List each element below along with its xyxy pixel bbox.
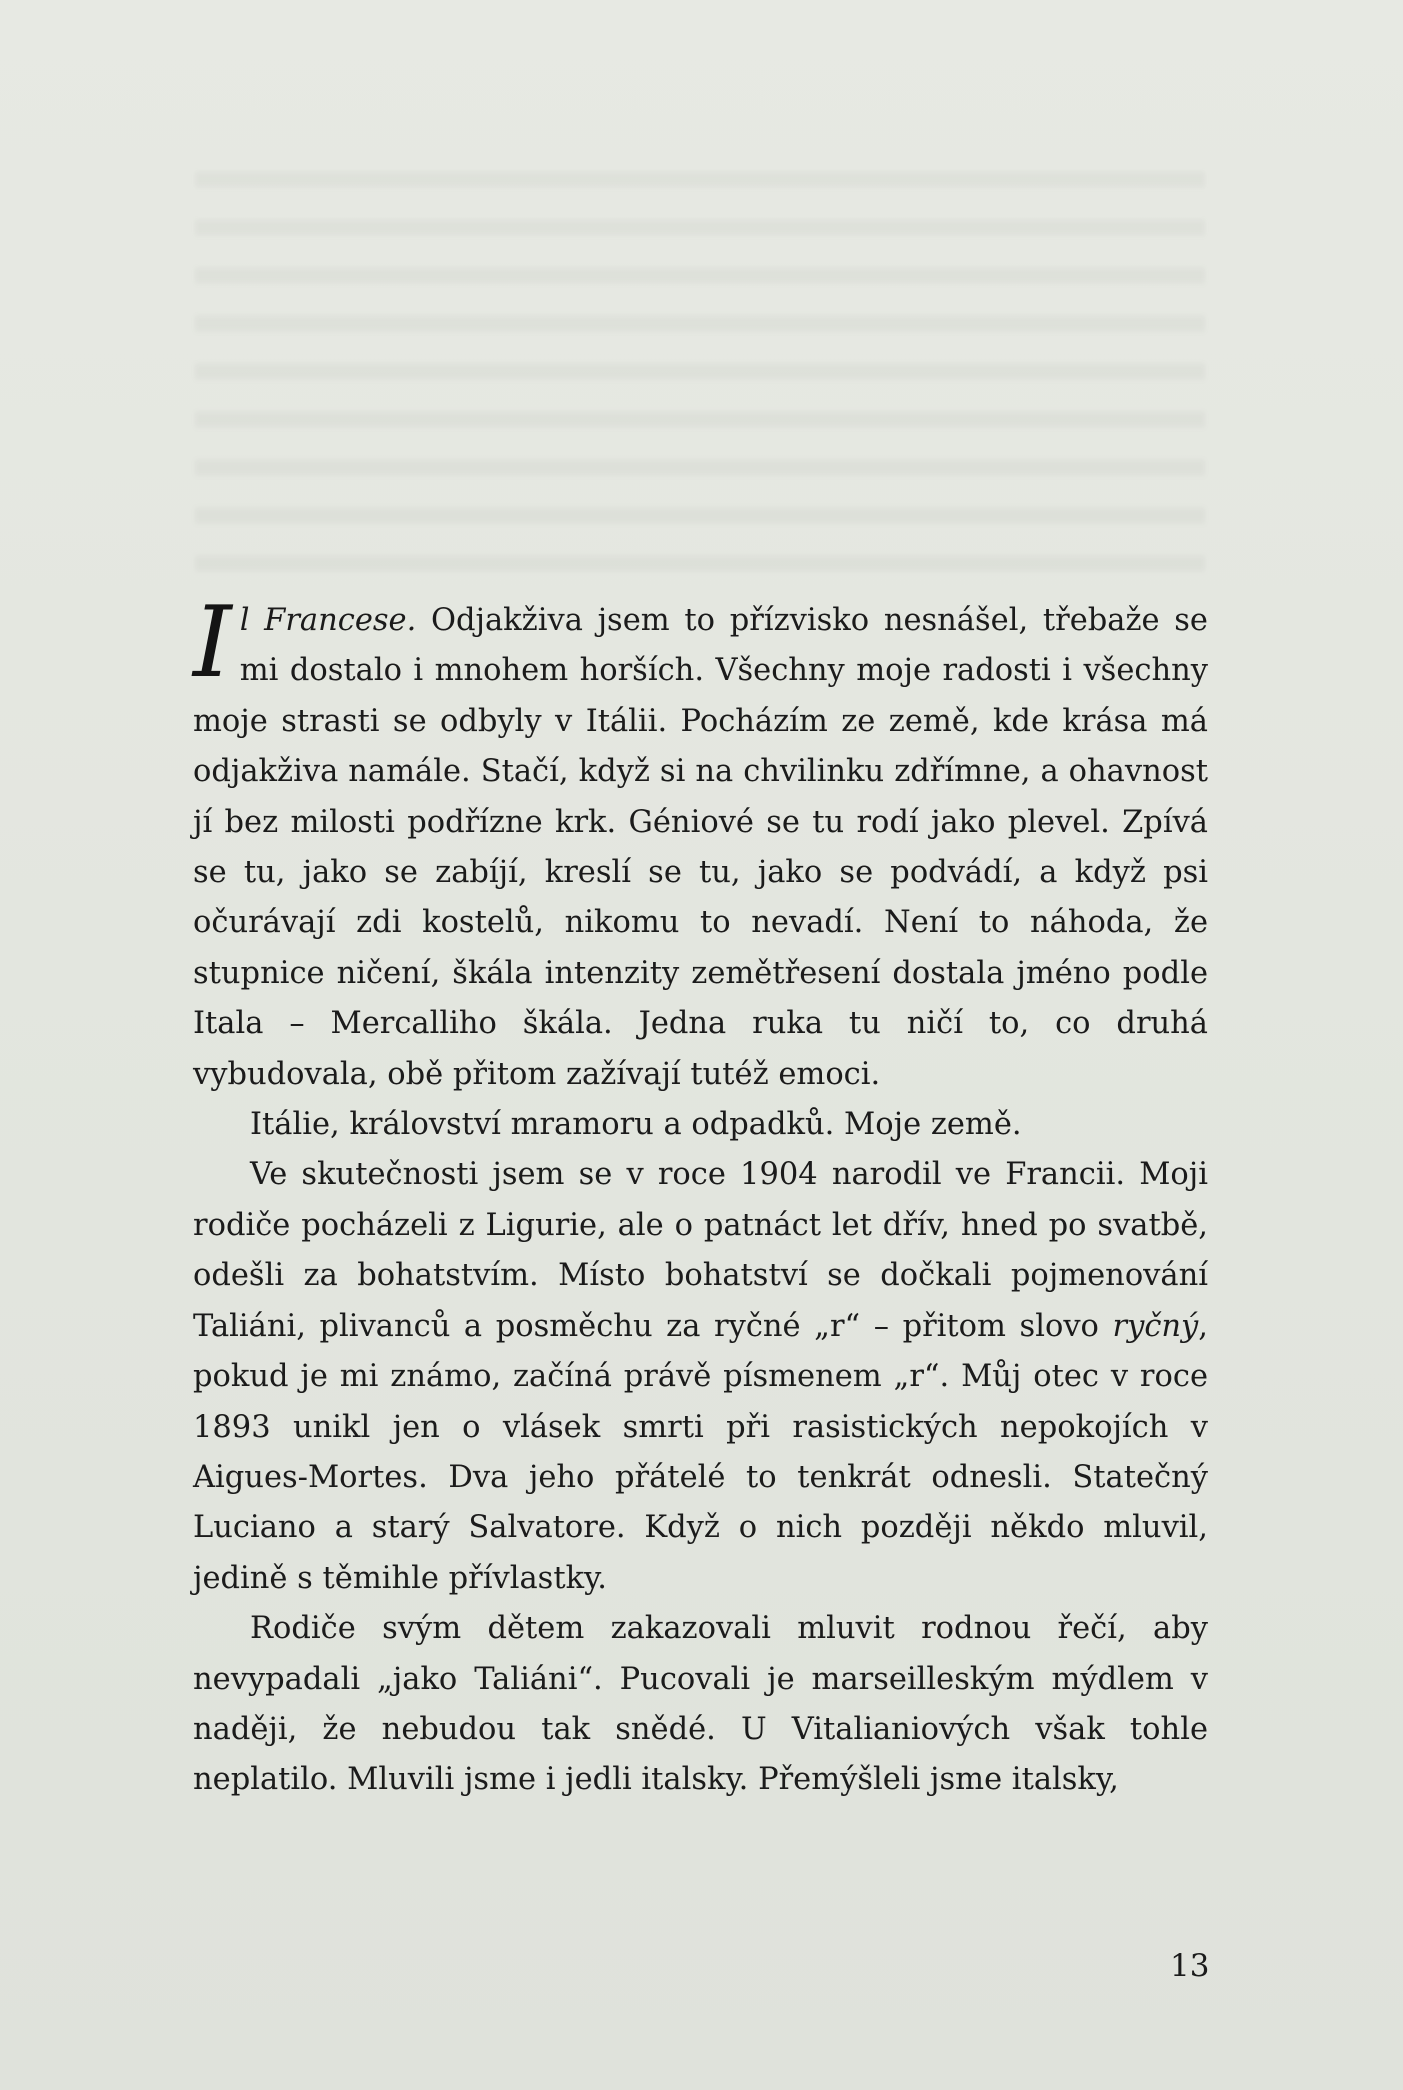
- paragraph-3-text-before: Ve skutečnosti jsem se v roce 1904 narodil ve Francii. Moji rodiče pocházeli z Ligurie, ale o patnáct let dřív, hned po svatbě, odešli za bohatstvím. Místo bohatství se dočkali pojmenování Taliáni, plivanců a posměchu za ryčné „r“ – přitom slovo: [193, 1157, 1208, 1344]
- paragraph-3: [193, 1150, 1208, 1604]
- page-number: 13: [1170, 1948, 1210, 1984]
- paragraph-2: Itálie, království mramoru a odpadků. Moje země.: [250, 1107, 1022, 1143]
- paragraph-3-text-after: , pokud je mi známo, začíná právě písmenem „r“. Můj otec v roce 1893 unikl jen o vlásek smrti při rasistických nepokojích v Aigues-Mortes. Dva jeho přátelé to tenkrát odnesli. Statečný Luciano a starý Salvatore. Když o nich později někdo mluvil, jedině s těmihle přívlastky.: [193, 1308, 1208, 1596]
- italic-lead: l Francese.: [239, 603, 417, 638]
- italic-word: ryčný: [1112, 1308, 1199, 1344]
- show-through-text: [195, 150, 1205, 580]
- drop-cap: I: [193, 586, 232, 700]
- paragraph-1: [193, 586, 1208, 1100]
- paragraph-1-text: Odjakživa jsem to přízvisko nesnášel, třebaže se mi dostalo i mnohem horších. Všechny moje radosti i všechny moje strasti se odbyly v Itálii. Pocházím ze země, kde krása má odjakživa namále. Stačí, když si na chvilinku zdřímne, a ohavnost jí bez milosti podřízne krk. Géniové se tu rodí jako plevel. Zpívá se tu, jako se zabíjí, kreslí se tu, jako se podvádí, a když psi očurávají zdi kostelů, nikomu to nevadí. Není to náhoda, že stupnice ničení, škála intenzity zemětřesení dostala jméno podle Itala – Mercalliho škála. Jedna ruka tu ničí to, co druhá vybudovala, obě přitom zažívají tutéž emoci.: [193, 603, 1208, 1092]
- body-text: [193, 586, 1208, 1806]
- paragraph-4: Rodiče svým dětem zakazovali mluvit rodnou řečí, aby nevypadali „jako Taliáni“. Pucovali je marseilleským mýdlem v naději, že nebudou tak snědé. U Vitalianiových však tohle neplatilo. Mluvili jsme i jedli italsky. Přemýšleli jsme italsky,: [193, 1611, 1208, 1798]
